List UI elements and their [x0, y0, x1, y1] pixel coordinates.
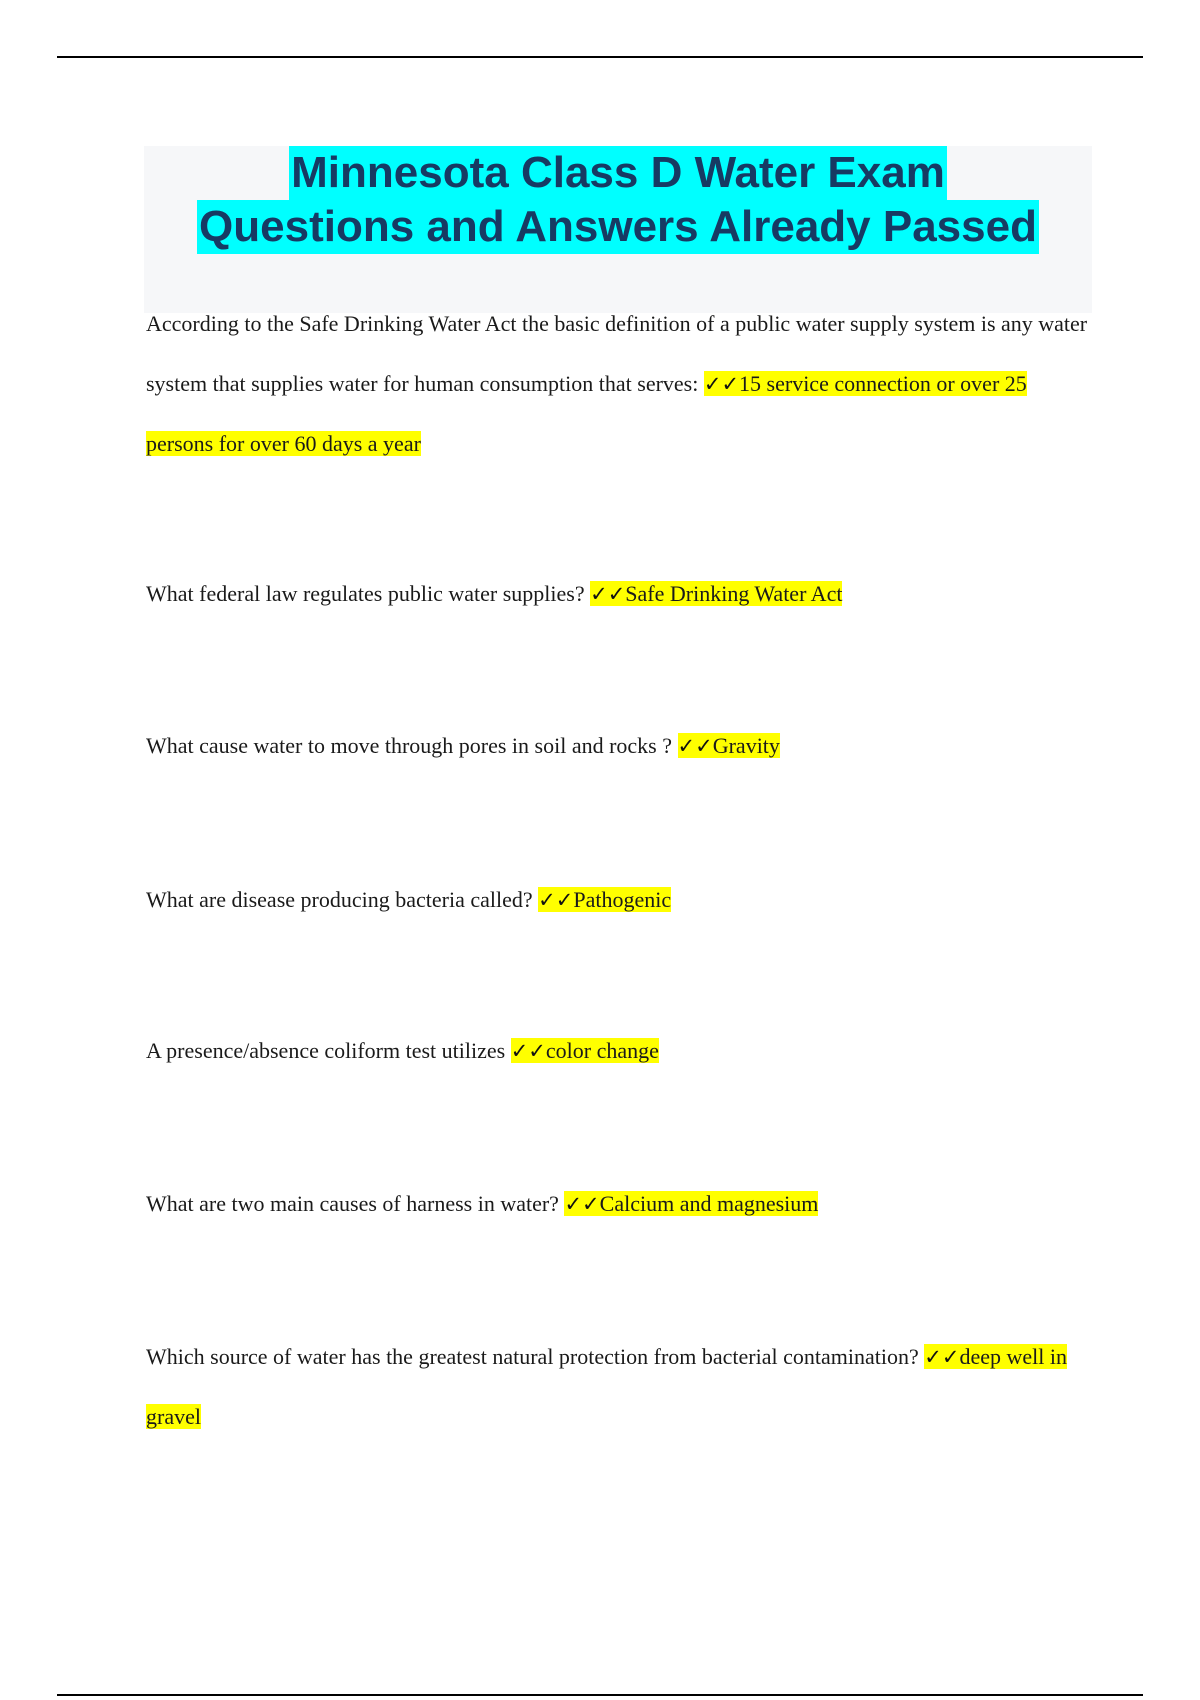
- double-check-icon: ✓✓: [924, 1345, 960, 1369]
- answer-text: Calcium and magnesium: [599, 1191, 819, 1216]
- double-check-icon: ✓✓: [703, 372, 740, 396]
- question-text: What cause water to move through pores in soil and rocks ?: [146, 733, 678, 758]
- document-title-line-2: Questions and Answers Already Passed: [197, 200, 1039, 254]
- question-text: A presence/absence coliform test utilizes: [146, 1038, 511, 1063]
- answer-highlight: [538, 887, 671, 912]
- qa-item-4: [146, 870, 1096, 930]
- question-text: What are disease producing bacteria called?: [146, 887, 539, 912]
- question-text: What federal law regulates public water supplies?: [146, 581, 591, 606]
- qa-item-5: [146, 1021, 1096, 1081]
- answer-text: deep well in gravel: [146, 1344, 1067, 1429]
- qa-item-3: [146, 716, 1096, 776]
- answer-highlight: [564, 1191, 818, 1216]
- question-text: Which source of water has the greatest natural protection from bacterial contamination?: [146, 1344, 925, 1369]
- qa-item-2: [146, 564, 1096, 624]
- answer-text: 15 service connection or over 25 persons for over 60 days a year: [146, 371, 1027, 456]
- answer-highlight: [678, 733, 780, 758]
- double-check-icon: ✓✓: [590, 582, 626, 606]
- question-text: According to the Safe Drinking Water Act the basic definition of a public water supply system is any water system that supplies water for human consumption that serves:: [146, 311, 1088, 396]
- answer-highlight: [590, 581, 842, 606]
- qa-item-6: [146, 1174, 1096, 1234]
- answer-text: Gravity: [712, 733, 780, 758]
- qa-item-7: [146, 1327, 1096, 1447]
- double-check-icon: ✓✓: [510, 1039, 546, 1063]
- answer-text: Pathogenic: [573, 887, 672, 912]
- double-check-icon: ✓✓: [677, 734, 713, 758]
- double-check-icon: ✓✓: [538, 888, 574, 912]
- qa-item-1: [146, 294, 1096, 474]
- answer-text: color change: [545, 1038, 659, 1063]
- header-rule: [57, 56, 1143, 58]
- answer-text: Safe Drinking Water Act: [625, 581, 843, 606]
- document-title-block: [144, 146, 1092, 313]
- question-text: What are two main causes of harness in water?: [146, 1191, 565, 1216]
- document-title-line-1: Minnesota Class D Water Exam: [289, 146, 947, 200]
- answer-highlight: [511, 1038, 659, 1063]
- footer-rule: [57, 1694, 1143, 1696]
- double-check-icon: ✓✓: [564, 1192, 600, 1216]
